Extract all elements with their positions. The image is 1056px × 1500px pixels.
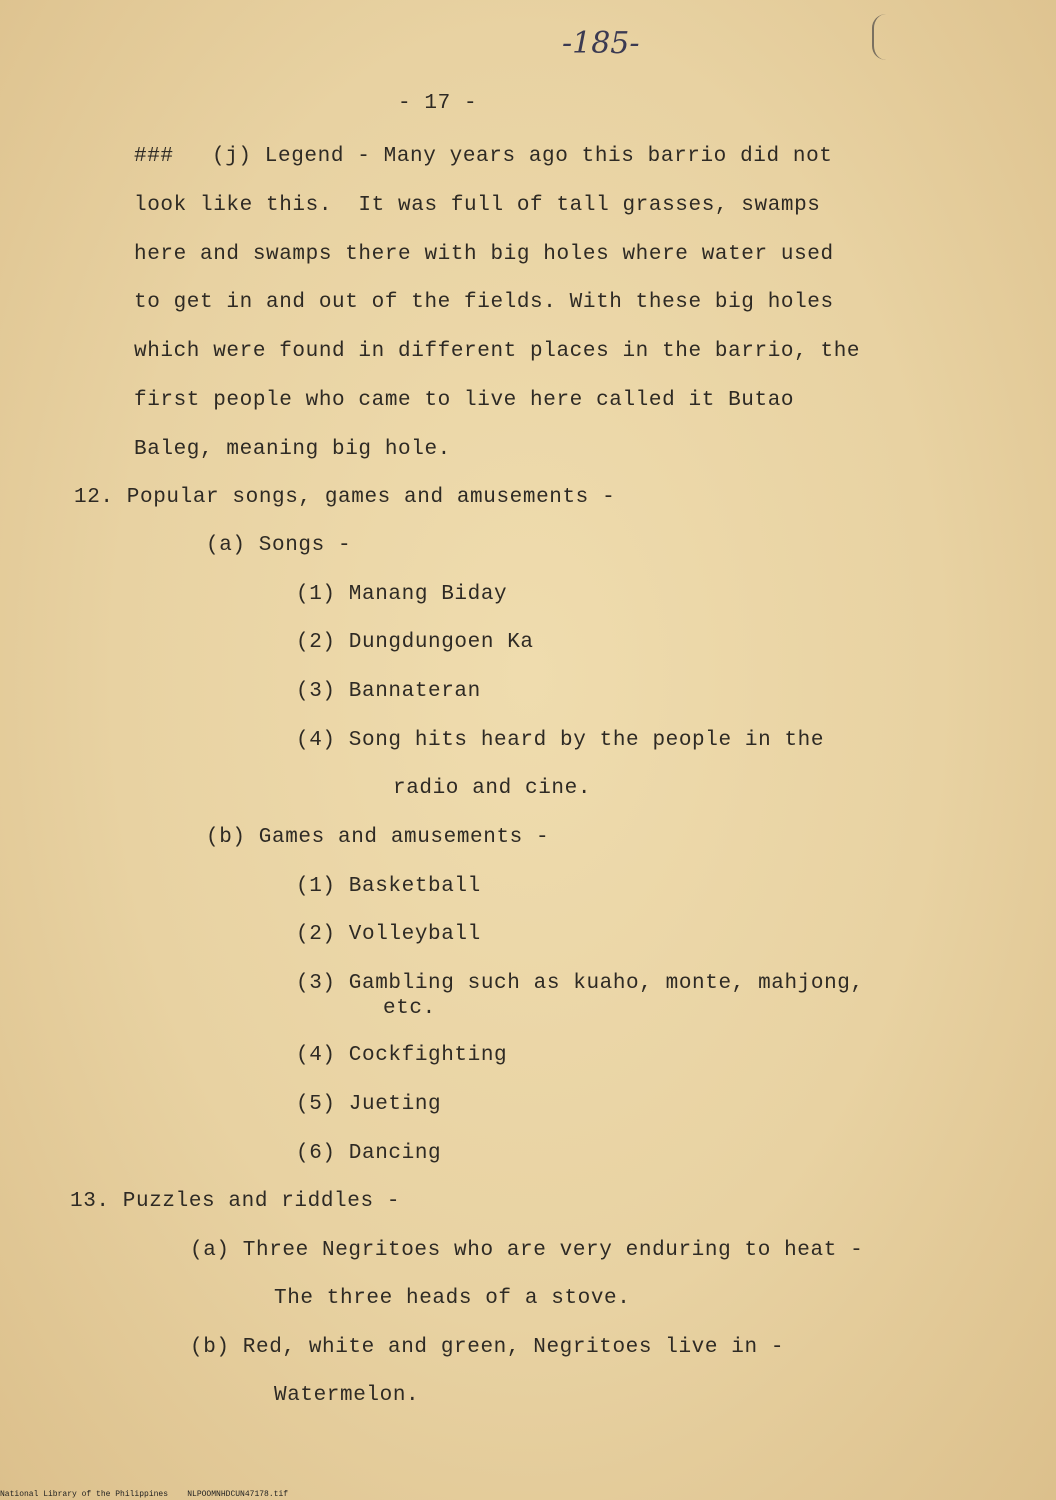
page-number: - 17 - (398, 92, 478, 115)
song-item-continuation: radio and cine. (393, 777, 592, 800)
corner-mark (872, 14, 886, 60)
section-13-heading: 13. Puzzles and riddles - (70, 1190, 401, 1213)
game-item: (5) Jueting (296, 1093, 442, 1116)
game-item: (2) Volleyball (296, 923, 481, 946)
game-item: (6) Dancing (296, 1142, 442, 1165)
scan-footer: National Library of the Philippines NLPOOMNHDCUN47178.tif (0, 1490, 289, 1499)
game-item: (3) Gambling such as kuaho, monte, mahjong, (296, 972, 864, 995)
handwritten-page-number: -185- (562, 26, 640, 61)
songs-label: (a) Songs - (206, 534, 352, 557)
game-item: (4) Cockfighting (296, 1044, 508, 1067)
riddle-answer: The three heads of a stove. (274, 1287, 631, 1310)
legend-line: first people who came to live here called it Butao (134, 389, 795, 412)
legend-line: which were found in different places in the barrio, the (134, 340, 861, 363)
legend-line: Baleg, meaning big hole. (134, 438, 451, 461)
riddle-answer: Watermelon. (274, 1384, 420, 1407)
legend-line: look like this. It was full of tall grasses, swamps (134, 194, 821, 217)
section-12-heading: 12. Popular songs, games and amusements - (74, 486, 616, 509)
song-item: (1) Manang Biday (296, 583, 508, 606)
legend-mark: ### (134, 145, 174, 168)
song-item: (3) Bannateran (296, 680, 481, 703)
legend-line: (j) Legend - Many years ago this barrio did not (212, 145, 833, 168)
riddle-question: (b) Red, white and green, Negritoes live in - (190, 1336, 785, 1359)
song-item: (2) Dungdungoen Ka (296, 631, 534, 654)
song-item: (4) Song hits heard by the people in the (296, 729, 825, 752)
legend-line: here and swamps there with big holes where water used (134, 243, 834, 266)
games-label: (b) Games and amusements - (206, 826, 550, 849)
game-item-continuation: etc. (383, 997, 436, 1020)
legend-line: to get in and out of the fields. With these big holes (134, 291, 834, 314)
game-item: (1) Basketball (296, 875, 481, 898)
riddle-question: (a) Three Negritoes who are very enduring to heat - (190, 1239, 864, 1262)
